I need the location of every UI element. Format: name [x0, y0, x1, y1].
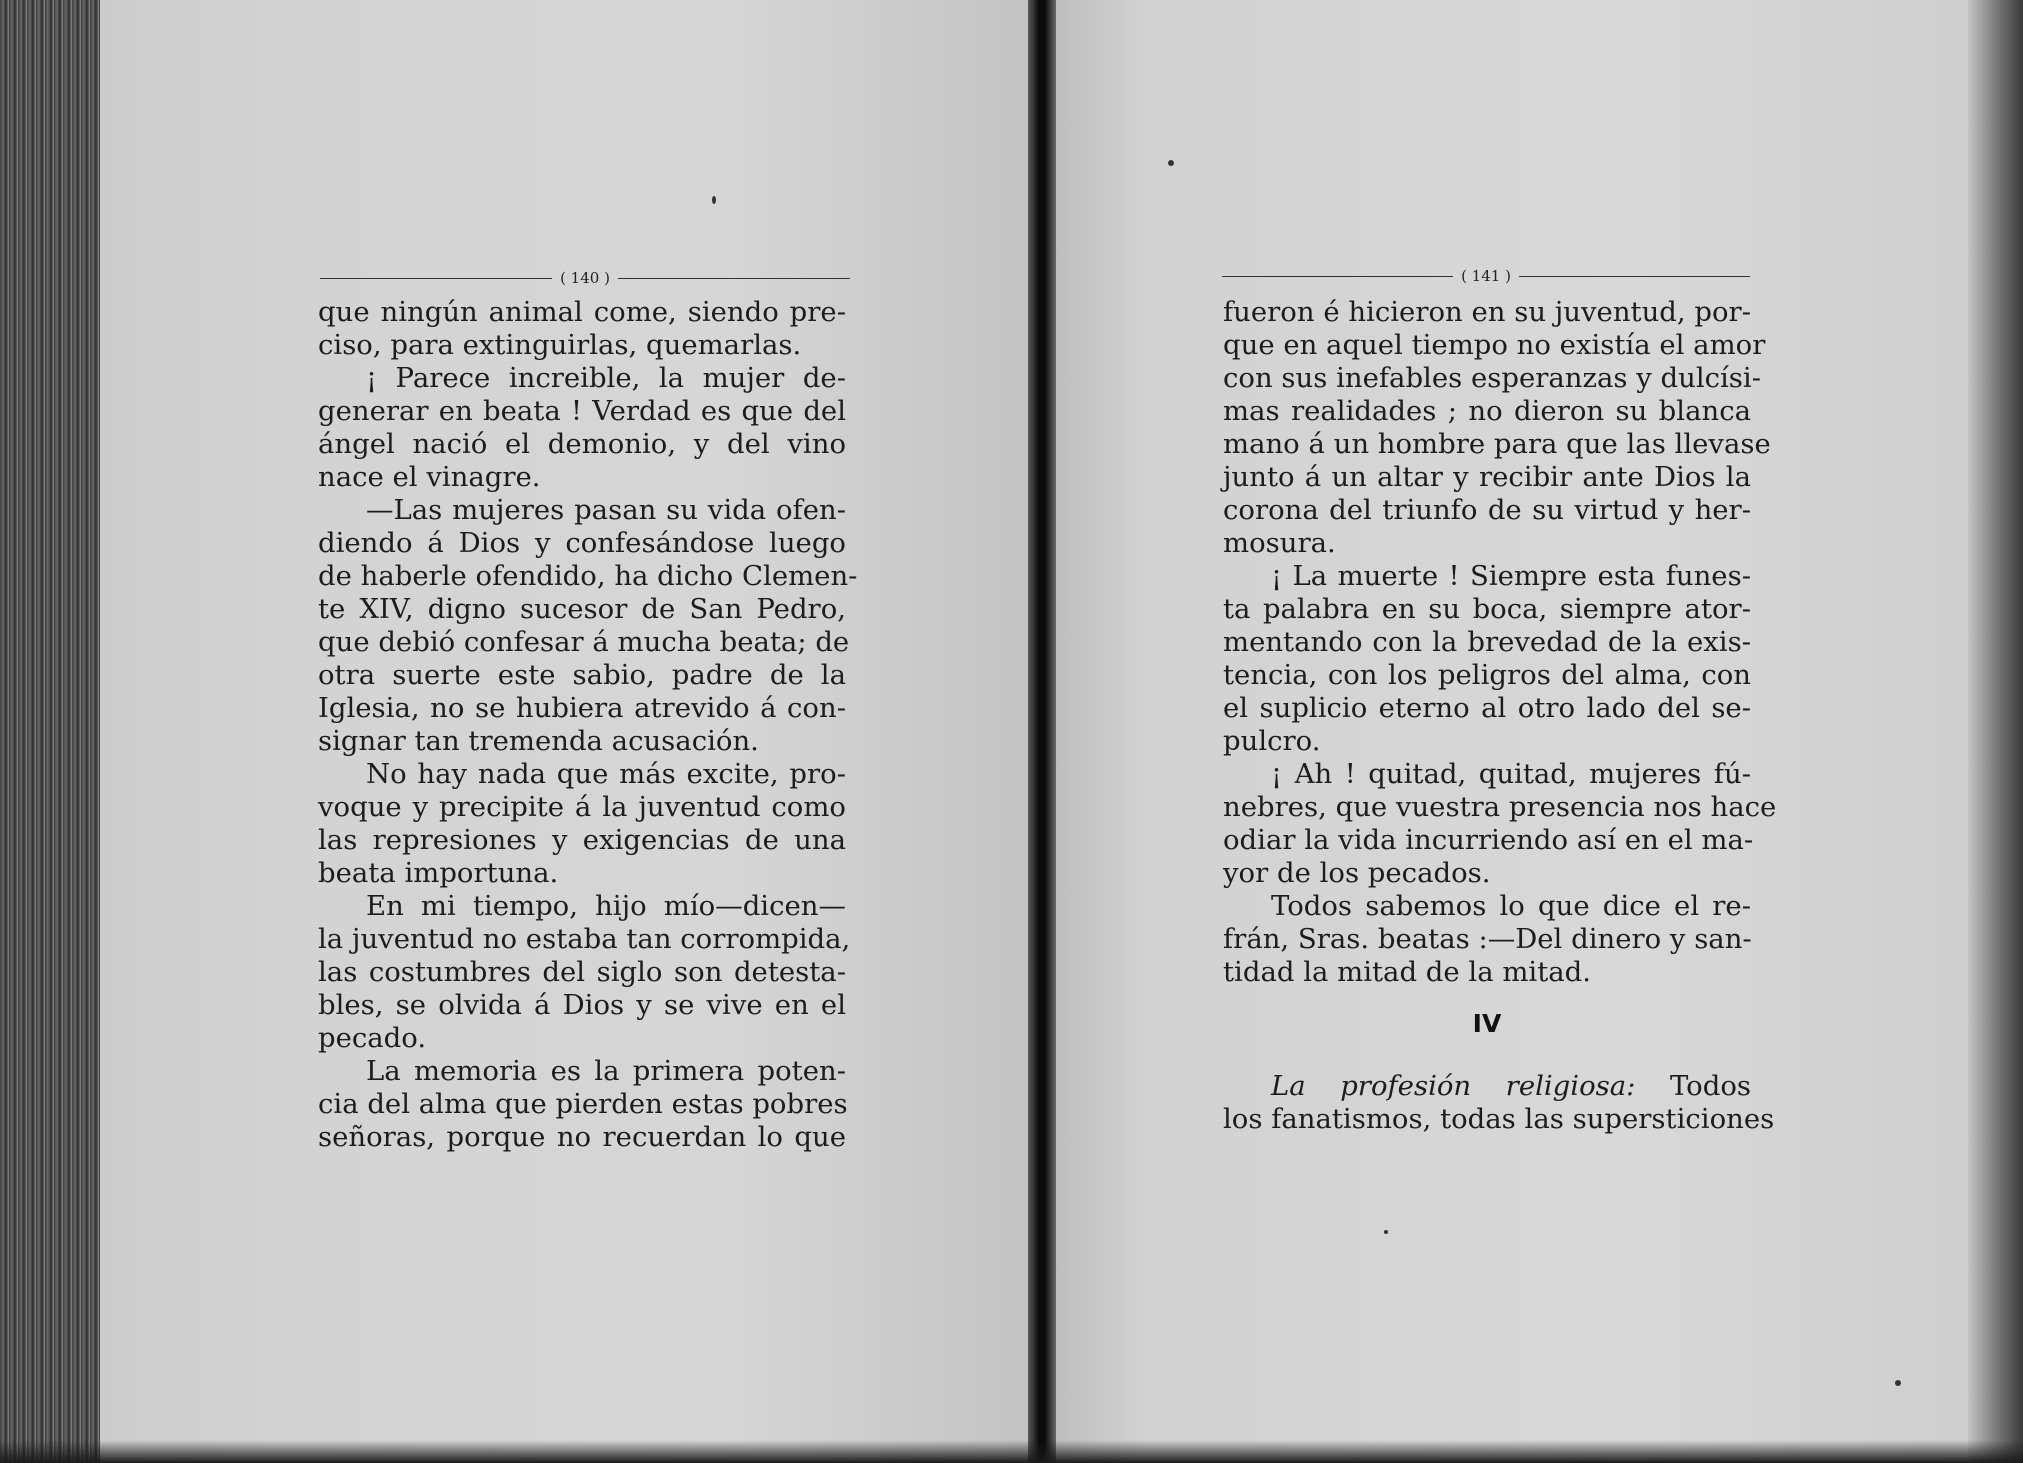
text-line: junto á un altar y recibir ante Dios la: [1223, 461, 1751, 493]
left-page-header: [320, 268, 850, 288]
left-page-edge: [0, 0, 100, 1463]
text-line: En mi tiempo, hijo mío—dicen—: [366, 890, 846, 922]
text-line: nebres, que vuestra presencia nos hace: [1223, 791, 1777, 823]
text-line: que ningún animal come, siendo pre-: [318, 296, 846, 328]
text-line: pecado.: [318, 1022, 427, 1054]
text-line: las represiones y exigencias de una: [318, 824, 846, 856]
text-line: generar en beata ! Verdad es que del: [318, 395, 846, 427]
text-line: la juventud no estaba tan corrompida,: [318, 923, 851, 955]
text-line: fueron é hicieron en su juventud, por-: [1223, 296, 1751, 328]
text-line: voque y precipite á la juventud como: [318, 791, 846, 823]
text-line: —Las mujeres pasan su vida ofen-: [366, 494, 846, 526]
right-page-text: [1223, 296, 1777, 1136]
text-line: ¡ Parece increible, la mujer de-: [366, 362, 846, 394]
text-line: signar tan tremenda acusación.: [318, 725, 759, 757]
header-rule: [1222, 276, 1453, 277]
text-line: No hay nada que más excite, pro-: [366, 758, 846, 790]
book-gutter: [1028, 0, 1056, 1463]
text-line: cia del alma que pierden estas pobres: [318, 1088, 848, 1120]
text-line: frán, Sras. beatas :—Del dinero y san-: [1223, 923, 1752, 955]
text-line: las costumbres del siglo son detesta-: [318, 956, 846, 988]
text-line: ciso, para extinguirlas, quemarlas.: [318, 329, 802, 361]
text-line: bles, se olvida á Dios y se vive en el: [318, 989, 846, 1021]
text-line: te XIV, digno sucesor de San Pedro,: [318, 593, 846, 625]
header-rule: [1519, 276, 1750, 277]
header-rule: [320, 278, 552, 279]
ink-speck: [1168, 160, 1174, 166]
text-line: ta palabra en su boca, siempre ator-: [1223, 593, 1751, 625]
text-line: mentando con la brevedad de la exis-: [1223, 626, 1751, 658]
ink-speck: [712, 196, 716, 204]
ink-speck: [1895, 1380, 1901, 1386]
text-line: Iglesia, no se hubiera atrevido á con-: [318, 692, 846, 724]
text-line: mano á un hombre para que las llevase: [1223, 428, 1771, 460]
right-page-edge: [1968, 0, 2023, 1463]
text-line: Todos sabemos lo que dice el re-: [1271, 890, 1751, 922]
text-line: corona del triunfo de su virtud y her-: [1223, 494, 1751, 526]
right-page-header: [1222, 266, 1750, 286]
text-line: diendo á Dios y confesándose luego: [318, 527, 846, 559]
text-line: La memoria es la primera poten-: [366, 1055, 846, 1087]
text-line: señoras, porque no recuerdan lo que: [318, 1121, 846, 1153]
text-line: que en aquel tiempo no existía el amor: [1223, 329, 1766, 361]
text-line: ángel nació el demonio, y del vino: [318, 428, 846, 460]
text-line: ¡ La muerte ! Siempre esta funes-: [1271, 560, 1751, 592]
text-line: mas realidades ; no dieron su blanca: [1223, 395, 1751, 427]
text-line: que debió confesar á mucha beata; de: [318, 626, 850, 658]
bottom-shadow: [0, 1440, 2023, 1463]
text-line: tencia, con los peligros del alma, con: [1223, 659, 1751, 691]
section-title-line: [1223, 1070, 1751, 1103]
text-line: odiar la vida incurriendo así en el ma-: [1223, 824, 1754, 856]
text-line: tidad la mitad de la mitad.: [1223, 956, 1592, 988]
text-line: beata importuna.: [318, 857, 559, 889]
text-line: mosura.: [1223, 527, 1336, 559]
text-line: pulcro.: [1223, 725, 1321, 757]
section-title: La profesión religiosa:: [1271, 1070, 1636, 1102]
ink-speck: [1384, 1230, 1388, 1234]
text-line: ¡ Ah ! quitad, quitad, mujeres fú-: [1271, 758, 1751, 790]
text-line: yor de los pecados.: [1223, 857, 1491, 889]
text-line: los fanatismos, todas las supersticiones: [1223, 1103, 1775, 1135]
section-heading: IV: [1472, 1009, 1502, 1038]
text-line: el suplicio eterno al otro lado del se-: [1223, 692, 1751, 724]
section-title-rest: Todos: [1669, 1070, 1751, 1102]
text-line: de haberle ofendido, ha dicho Clemen-: [318, 560, 858, 592]
header-rule: [618, 278, 850, 279]
left-page-number: ( 140 ): [560, 269, 610, 287]
left-page-text: [318, 296, 858, 1154]
text-line: otra suerte este sabio, padre de la: [318, 659, 846, 691]
right-page-number: ( 141 ): [1461, 267, 1511, 285]
text-line: nace el vinagre.: [318, 461, 541, 493]
text-line: con sus inefables esperanzas y dulcísi-: [1223, 362, 1762, 394]
